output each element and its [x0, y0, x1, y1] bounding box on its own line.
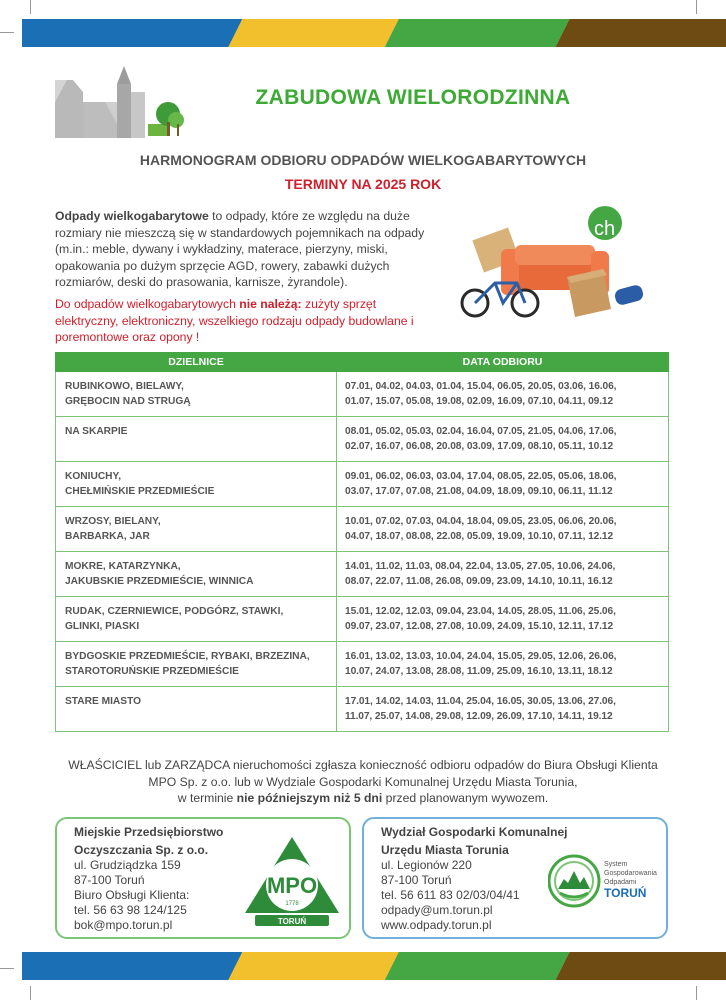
district-line: STAROTORUŃSKIE PRZEDMIEŚCIE: [65, 666, 239, 677]
district-line: CHEŁMIŃSKIE PRZEDMIEŚCIE: [65, 486, 215, 497]
contact-email[interactable]: bok@mpo.torun.pl: [74, 918, 173, 932]
dates-cell: [337, 642, 669, 687]
dates-line: 07.01, 04.02, 04.03, 01.04, 15.04, 06.05, 20.05, 03.06, 16.06,: [345, 381, 617, 392]
mpo-logo-year: 1778: [285, 901, 299, 907]
dates-cell: [337, 372, 669, 417]
district-line: NA SKARPIE: [65, 426, 128, 437]
dates-line: 08.07, 22.07, 11.08, 26.08, 09.09, 23.09, 14.10, 10.11, 16.12: [345, 576, 613, 587]
warning-post: zużyty sprzęt elektryczny, elektroniczny, wszelkiego rodzaju odpady budowlane i poremontowe oraz opony !: [55, 297, 414, 344]
table-header-row: [56, 353, 669, 372]
dates-line: 17.01, 14.02, 14.03, 11.04, 25.04, 16.05, 30.05, 13.06, 27.06,: [345, 696, 616, 707]
mpo-logo-city: TORUŃ: [277, 917, 307, 926]
footnote-line: MPO Sp. z o.o. lub w Wydziale Gospodarki Komunalnej Urzędu Miasta Torunia,: [148, 774, 578, 789]
dates-cell: [337, 507, 669, 552]
logo-line: Gospodarowania: [604, 870, 657, 877]
footnote-line: WŁAŚCICIEL lub ZARZĄDCA nieruchomości zgłasza konieczność odbioru odpadów do Biura Obsługi Klienta: [68, 758, 658, 772]
district-line: MOKRE, KATARZYNKA,: [65, 561, 181, 572]
dates-line: 14.01, 11.02, 11.03, 08.04, 22.04, 13.05, 27.05, 10.06, 24.06,: [345, 561, 616, 572]
logo-city: TORUŃ: [604, 886, 647, 900]
table-row: [56, 507, 669, 552]
dates-line: 15.01, 12.02, 12.03, 09.04, 23.04, 14.05, 28.05, 11.06, 25.06,: [345, 606, 616, 617]
dates-line: 09.01, 06.02, 06.03, 03.04, 17.04, 08.05, 22.05, 05.06, 18.06,: [345, 471, 617, 482]
contact-phone[interactable]: tel. 56 63 98 124/125: [74, 903, 187, 917]
district-line: [65, 709, 328, 724]
contact-line: 87-100 Toruń: [381, 873, 452, 887]
dates-line: 08.01, 05.02, 05.03, 02.04, 16.04, 07.05, 21.05, 04.06, 17.06,: [345, 426, 617, 437]
dates-line: 10.01, 07.02, 07.03, 04.04, 18.04, 09.05, 23.05, 06.06, 20.06,: [345, 516, 617, 527]
dates-cell: [337, 462, 669, 507]
district-cell: [56, 507, 337, 552]
table-row: [56, 417, 669, 462]
district-cell: [56, 552, 337, 597]
footnote-line: [30, 790, 696, 807]
table-row: [56, 642, 669, 687]
district-cell: [56, 687, 337, 732]
column-header-districts: DZIELNICE: [56, 353, 337, 372]
intro-bold: Odpady wielkogabarytowe: [55, 209, 209, 223]
contact-title: Urzędu Miasta Torunia: [381, 843, 509, 857]
dates-cell: [337, 417, 669, 462]
bottom-color-band: [22, 952, 726, 980]
footnote-text: w terminie: [177, 791, 237, 805]
contact-phone[interactable]: tel. 56 611 83 02/03/04/41: [381, 888, 520, 902]
district-line: STARE MIASTO: [65, 696, 142, 707]
district-cell: [56, 597, 337, 642]
schedule-year: TERMINY NA 2025 ROK: [284, 176, 442, 192]
logo-line: System: [604, 861, 628, 868]
table-row: [56, 687, 669, 732]
schedule-table: [55, 352, 669, 732]
contact-line: Biuro Obsługi Klienta:: [74, 888, 190, 902]
contact-title: Miejskie Przedsiębiorstwo: [74, 825, 224, 839]
district-line: KONIUCHY,: [65, 471, 122, 482]
crop-mark: [696, 0, 697, 14]
district-line: WRZOSY, BIELANY,: [65, 516, 161, 527]
dates-line: 10.07, 24.07, 13.08, 28.08, 11.09, 25.09, 16.10, 13.11, 18.12: [345, 666, 613, 677]
crop-mark: [696, 986, 697, 1000]
logo-line: Odpadami: [604, 879, 637, 886]
district-cell: [56, 417, 337, 462]
dates-line: 02.07, 16.07, 06.08, 20.08, 03.09, 17.09, 08.10, 05.11, 10.12: [345, 441, 614, 452]
warning-bold: nie należą:: [239, 297, 302, 311]
illustration-badge: ch: [594, 218, 616, 240]
page-title: ZABUDOWA WIELORODZINNA: [255, 86, 571, 109]
contact-email[interactable]: odpady@um.torun.pl: [381, 903, 493, 917]
district-line: GLINKI, PIASKI: [65, 621, 140, 632]
dates-cell: [337, 552, 669, 597]
crop-mark: [30, 986, 31, 1000]
footnote-deadline: nie późniejszym niż 5 dni: [236, 791, 383, 805]
warning-pre: Do odpadów wielkogabarytowych: [55, 297, 240, 311]
table-row: [56, 552, 669, 597]
dates-line: 01.07, 15.07, 05.08, 19.08, 02.09, 16.09, 07.10, 04.11, 09.12: [345, 396, 614, 407]
bulky-waste-icon: [455, 205, 660, 330]
contact-card-mpo: [55, 817, 351, 939]
top-color-band: [22, 19, 726, 47]
contact-website[interactable]: www.odpady.torun.pl: [381, 918, 492, 932]
crop-mark: [0, 32, 14, 33]
contact-title: Wydział Gospodarki Komunalnej: [381, 825, 568, 839]
dates-line: 03.07, 17.07, 07.08, 21.08, 04.09, 18.09, 09.10, 06.11, 11.12: [345, 486, 613, 497]
column-header-dates: DATA ODBIORU: [337, 353, 669, 372]
crop-mark: [0, 968, 14, 969]
contact-line: ul. Grudziądzka 159: [74, 858, 181, 872]
footnote-text: przed planowanym wywozem.: [382, 791, 549, 805]
intro-paragraph: [55, 208, 450, 291]
contact-title: Oczyszczania Sp. z o.o.: [74, 843, 209, 857]
dates-line: 11.07, 25.07, 14.08, 29.08, 12.09, 26.09, 17.10, 14.11, 19.12: [345, 711, 613, 722]
dates-line: 04.07, 18.07, 08.08, 22.08, 05.09, 19.09, 10.10, 07.11, 12.12: [345, 531, 614, 542]
district-line: [65, 439, 328, 454]
table-row: [56, 372, 669, 417]
dates-line: 09.07, 23.07, 12.08, 27.08, 10.09, 24.09, 15.10, 12.11, 17.12: [345, 621, 614, 632]
district-line: RUBINKOWO, BIELAWY,: [65, 381, 184, 392]
crop-mark: [30, 0, 31, 14]
mpo-logo-text: MPO: [266, 873, 318, 898]
schedule-heading: HARMONOGRAM ODBIORU ODPADÓW WIELKOGABARYTOWYCH: [139, 152, 587, 168]
district-line: BYDGOSKIE PRZEDMIEŚCIE, RYBAKI, BRZEZINA,: [65, 651, 310, 662]
mpo-logo-icon: [243, 835, 341, 927]
contact-line: ul. Legionów 220: [381, 858, 472, 872]
warning-paragraph: [55, 296, 425, 346]
intro-text: to odpady, które ze względu na duże rozmiary nie mieszczą się w standardowych pojemnikach na odpady (m.in.: meble, dywany i wykładziny, materace, pierzyny, miski, opakowania po dużym sprzęcie AGD, rowery, zabawki dużych rozmiarów, deski do prasowania, karnisze, żyrandole).: [55, 209, 425, 289]
district-cell: [56, 642, 337, 687]
district-line: BARBARKA, JAR: [65, 531, 150, 542]
district-cell: [56, 462, 337, 507]
contact-line: 87-100 Toruń: [74, 873, 145, 887]
district-line: RUDAK, CZERNIEWICE, PODGÓRZ, STAWKI,: [65, 606, 284, 617]
dates-line: 16.01, 13.02, 13.03, 10.04, 24.04, 15.05, 29.05, 12.06, 26.06,: [345, 651, 617, 662]
table-row: [56, 462, 669, 507]
contact-card-city-office: [362, 817, 668, 939]
waste-system-logo-icon: [548, 853, 660, 911]
dates-cell: [337, 597, 669, 642]
dates-cell: [337, 687, 669, 732]
district-line: GRĘBOCIN NAD STRUGĄ: [65, 396, 191, 407]
district-cell: [56, 372, 337, 417]
footnote: [30, 757, 696, 807]
table-row: [56, 597, 669, 642]
district-line: JAKUBSKIE PRZEDMIEŚCIE, WINNICA: [65, 576, 254, 587]
